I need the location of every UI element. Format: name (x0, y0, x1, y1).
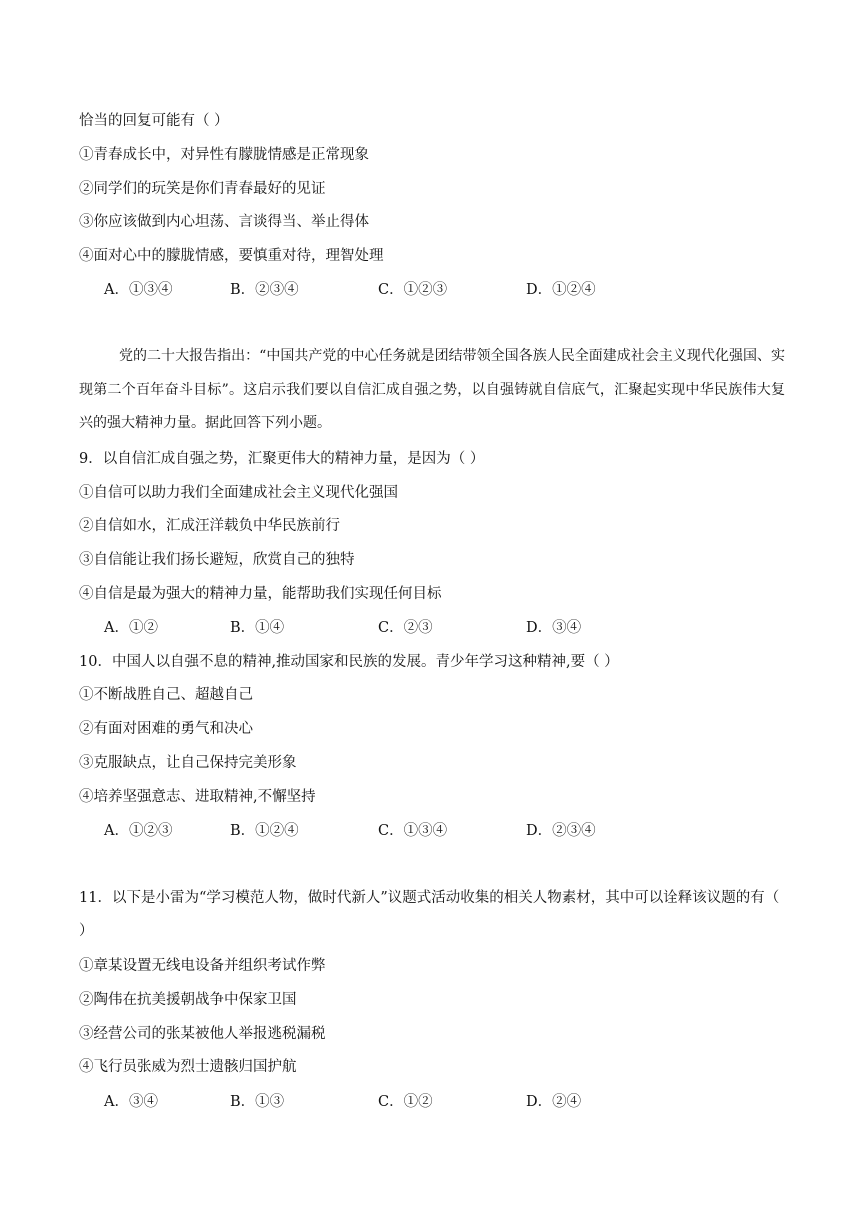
q8-option-c[interactable]: C．①②③ (378, 282, 448, 298)
q9-item-2: ②自信如水，汇成汪洋载负中华民族前行 (79, 518, 340, 534)
q10-option-a[interactable]: A．①②③ (104, 823, 173, 839)
q11-item-2: ②陶伟在抗美援朝战争中保家卫国 (79, 992, 297, 1008)
q9-option-d[interactable]: D．③④ (526, 620, 582, 636)
q10-item-4: ④培养坚强意志、进取精神,不懈坚持 (79, 789, 316, 805)
q8-option-d[interactable]: D．①②④ (526, 282, 596, 298)
q10-item-1: ①不断战胜自己、超越自己 (79, 687, 253, 703)
q8-option-b[interactable]: B．②③④ (230, 282, 299, 298)
q10-item-3: ③克服缺点，让自己保持完美形象 (79, 755, 297, 771)
q9-item-1: ①自信可以助力我们全面建成社会主义现代化强国 (79, 485, 398, 501)
q10-option-d[interactable]: D．②③④ (526, 823, 596, 839)
q9-item-3: ③自信能让我们扬长避短，欣赏自己的独特 (79, 552, 355, 568)
q8-item-1: ①青春成长中，对异性有朦胧情感是正常现象 (79, 147, 369, 163)
q9-option-b[interactable]: B．①④ (230, 620, 285, 636)
q11-option-b[interactable]: B．①③ (230, 1094, 285, 1110)
q11-item-3: ③经营公司的张某被他人举报逃税漏税 (79, 1026, 326, 1042)
reading-passage: 党的二十大报告指出：“中国共产党的中心任务就是团结带领全国各族人民全面建成社会主义现代化强国、实现第二个百年奋斗目标”。这启示我们要以自信汇成自强之势，以自强铸就自信底气，汇聚起实现中华民族伟大复兴的强大精神力量。据此回答下列小题。 (79, 348, 785, 431)
q9-option-c[interactable]: C．②③ (378, 620, 433, 636)
q9-item-4: ④自信是最为强大的精神力量，能帮助我们实现任何目标 (79, 586, 442, 602)
q11-stem: 11．以下是小雷为“学习模范人物，做时代新人”议题式活动收集的相关人物素材，其中可以诠释该议题的有（ ） (79, 890, 780, 939)
q8-option-a[interactable]: A．①③④ (104, 282, 173, 298)
q11-option-a[interactable]: A．③④ (104, 1094, 158, 1110)
q8-item-2: ②同学们的玩笑是你们青春最好的见证 (79, 181, 326, 197)
q8-stem: 恰当的回复可能有（ ） (79, 113, 229, 129)
q10-stem: 10．中国人以自强不息的精神,推动国家和民族的发展。青少年学习这种精神,要（ ） (79, 654, 619, 670)
q11-option-d[interactable]: D．②④ (526, 1094, 582, 1110)
q8-item-3: ③你应该做到内心坦荡、言谈得当、举止得体 (79, 214, 369, 230)
q10-option-b[interactable]: B．①②④ (230, 823, 299, 839)
q10-option-c[interactable]: C．①③④ (378, 823, 448, 839)
q9-stem: 9．以自信汇成自强之势，汇聚更伟大的精神力量，是因为（ ） (79, 451, 485, 467)
q10-item-2: ②有面对困难的勇气和决心 (79, 721, 253, 737)
q11-item-4: ④飞行员张威为烈士遗骸归国护航 (79, 1059, 297, 1075)
q11-item-1: ①章某设置无线电设备并组织考试作弊 (79, 958, 326, 974)
q8-item-4: ④面对心中的朦胧情感，要慎重对待，理智处理 (79, 248, 384, 264)
q9-option-a[interactable]: A．①② (104, 620, 158, 636)
q11-option-c[interactable]: C．①② (378, 1094, 433, 1110)
